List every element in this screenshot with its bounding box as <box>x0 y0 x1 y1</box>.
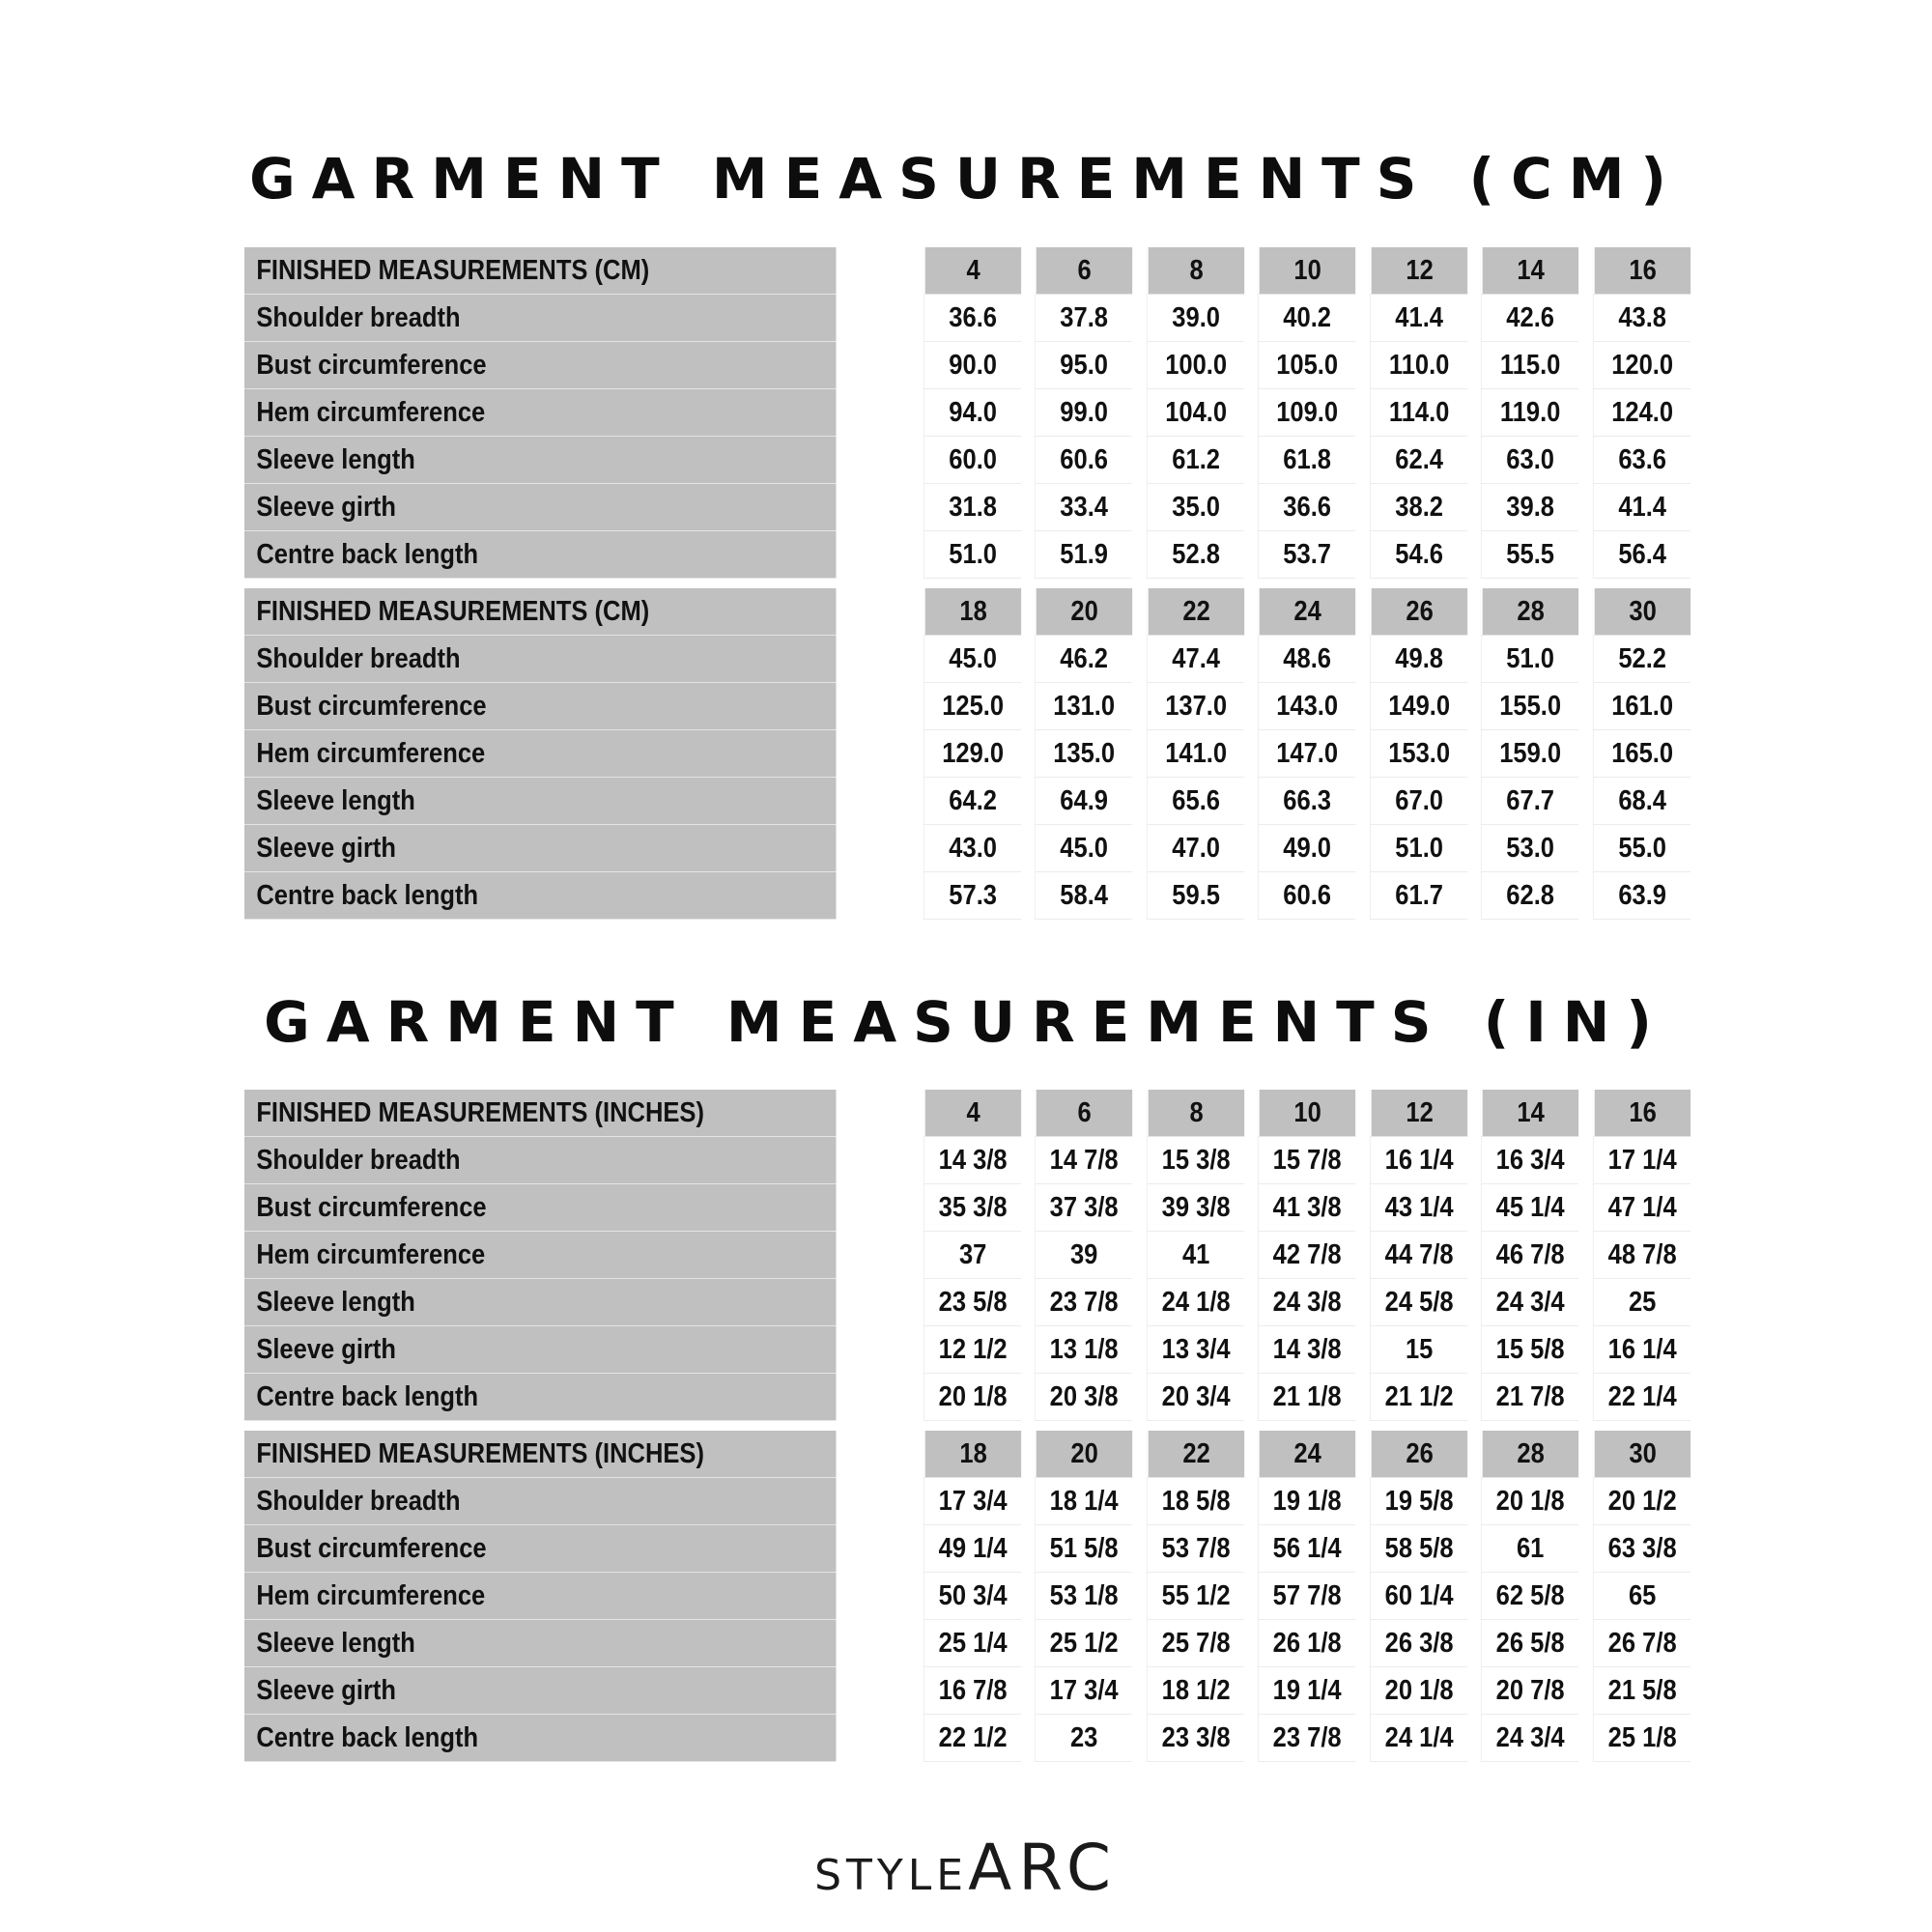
table-row <box>244 1184 1697 1232</box>
row-label: Hem circumference <box>244 1573 836 1620</box>
measurement-cell: 18 5/8 <box>1147 1478 1245 1525</box>
row-label: Shoulder breadth <box>244 295 836 342</box>
measurement-cell: 39 <box>1035 1232 1133 1279</box>
size-header-cell: 24 <box>1258 1431 1356 1478</box>
measurement-cell: 60.0 <box>923 437 1022 484</box>
measurement-cell: 37.8 <box>1035 295 1133 342</box>
measurement-cell: 23 7/8 <box>1035 1279 1133 1326</box>
measurement-cell: 58 5/8 <box>1370 1525 1468 1573</box>
size-header-cell: 22 <box>1147 588 1245 636</box>
measurement-cell: 53.7 <box>1258 531 1356 579</box>
measurement-table-cm-sizes-18-30 <box>244 588 1697 920</box>
measurement-cell: 24 3/4 <box>1481 1279 1579 1326</box>
row-label: Centre back length <box>244 1374 836 1421</box>
table-row <box>244 683 1697 730</box>
table-row <box>244 1232 1697 1279</box>
row-label: Hem circumference <box>244 389 836 437</box>
measurement-cell: 64.9 <box>1035 778 1133 825</box>
measurement-cell: 61.2 <box>1147 437 1245 484</box>
table-row <box>244 1667 1697 1715</box>
measurement-cell: 48.6 <box>1258 636 1356 683</box>
size-header-cell: 4 <box>923 1090 1022 1137</box>
measurement-cell: 16 1/4 <box>1370 1137 1468 1184</box>
measurement-cell: 39.0 <box>1147 295 1245 342</box>
measurement-cell: 23 <box>1035 1715 1133 1762</box>
measurement-cell: 33.4 <box>1035 484 1133 531</box>
measurement-cell: 51.0 <box>923 531 1022 579</box>
measurement-cell: 16 1/4 <box>1592 1326 1690 1374</box>
measurement-cell: 41.4 <box>1592 484 1690 531</box>
row-label: Sleeve length <box>244 437 836 484</box>
measurement-cell: 51.0 <box>1370 825 1468 872</box>
measurement-cell: 24 3/4 <box>1481 1715 1579 1762</box>
measurement-cell: 141.0 <box>1147 730 1245 778</box>
measurement-cell: 54.6 <box>1370 531 1468 579</box>
size-header-cell: 14 <box>1481 247 1579 295</box>
measurement-cell: 14 3/8 <box>923 1137 1022 1184</box>
page-title-cm: GARMENT MEASUREMENTS (CM) <box>249 146 1683 212</box>
table-row <box>244 389 1697 437</box>
measurement-cell: 19 1/8 <box>1258 1478 1356 1525</box>
measurement-cell: 35.0 <box>1147 484 1245 531</box>
measurement-cell: 53 7/8 <box>1147 1525 1245 1573</box>
measurement-cell: 61.7 <box>1370 872 1468 920</box>
measurement-cell: 20 1/8 <box>1370 1667 1468 1715</box>
size-header-cell: 20 <box>1035 1431 1133 1478</box>
measurement-cell: 38.2 <box>1370 484 1468 531</box>
measurement-cell: 65.6 <box>1147 778 1245 825</box>
measurement-cell: 31.8 <box>923 484 1022 531</box>
size-header-cell: 18 <box>923 588 1022 636</box>
measurement-cell: 44 7/8 <box>1370 1232 1468 1279</box>
measurement-cell: 62.4 <box>1370 437 1468 484</box>
measurement-cell: 22 1/4 <box>1592 1374 1690 1421</box>
measurement-cell: 16 3/4 <box>1481 1137 1579 1184</box>
size-header-cell: 30 <box>1592 588 1690 636</box>
measurement-cell: 25 <box>1592 1279 1690 1326</box>
size-header-cell: 20 <box>1035 588 1133 636</box>
measurement-cell: 41 3/8 <box>1258 1184 1356 1232</box>
measurement-cell: 51 5/8 <box>1035 1525 1133 1573</box>
measurement-cell: 51.9 <box>1035 531 1133 579</box>
measurement-cell: 50 3/4 <box>923 1573 1022 1620</box>
measurement-cell: 62 5/8 <box>1481 1573 1579 1620</box>
measurement-cell: 55.5 <box>1481 531 1579 579</box>
size-header-cell: 26 <box>1370 588 1468 636</box>
measurement-cell: 46 7/8 <box>1481 1232 1579 1279</box>
measurement-cell: 25 1/2 <box>1035 1620 1133 1667</box>
measurement-cell: 12 1/2 <box>923 1326 1022 1374</box>
size-header-cell: 10 <box>1258 1090 1356 1137</box>
measurement-cell: 55.0 <box>1592 825 1690 872</box>
table-row <box>244 872 1697 920</box>
measurement-table-in-sizes-4-16 <box>244 1090 1697 1421</box>
row-label: Hem circumference <box>244 730 836 778</box>
measurement-cell: 51.0 <box>1481 636 1579 683</box>
measurement-cell: 20 7/8 <box>1481 1667 1579 1715</box>
row-label: Shoulder breadth <box>244 1137 836 1184</box>
measurement-cell: 24 3/8 <box>1258 1279 1356 1326</box>
measurement-cell: 120.0 <box>1592 342 1690 389</box>
measurement-cell: 114.0 <box>1370 389 1468 437</box>
measurement-cell: 37 <box>923 1232 1022 1279</box>
size-header-cell: 16 <box>1592 247 1690 295</box>
measurement-cell: 49.8 <box>1370 636 1468 683</box>
measurement-cell: 24 1/8 <box>1147 1279 1245 1326</box>
measurement-cell: 124.0 <box>1592 389 1690 437</box>
table-header-row <box>244 1090 1697 1137</box>
measurement-cell: 26 1/8 <box>1258 1620 1356 1667</box>
table-row <box>244 295 1697 342</box>
measurement-cell: 42 7/8 <box>1258 1232 1356 1279</box>
row-label: Bust circumference <box>244 1525 836 1573</box>
measurement-cell: 147.0 <box>1258 730 1356 778</box>
measurement-cell: 15 5/8 <box>1481 1326 1579 1374</box>
measurement-cell: 104.0 <box>1147 389 1245 437</box>
measurement-cell: 131.0 <box>1035 683 1133 730</box>
measurement-cell: 52.2 <box>1592 636 1690 683</box>
measurement-cell: 17 3/4 <box>1035 1667 1133 1715</box>
measurement-cell: 61.8 <box>1258 437 1356 484</box>
measurement-cell: 63.0 <box>1481 437 1579 484</box>
measurement-cell: 60 1/4 <box>1370 1573 1468 1620</box>
row-label: Bust circumference <box>244 683 836 730</box>
measurement-cell: 15 <box>1370 1326 1468 1374</box>
measurement-cell: 41.4 <box>1370 295 1468 342</box>
table-header-row <box>244 1431 1697 1478</box>
measurement-cell: 39.8 <box>1481 484 1579 531</box>
measurement-table-in-sizes-18-30 <box>244 1431 1697 1762</box>
measurement-cell: 109.0 <box>1258 389 1356 437</box>
measurement-cell: 119.0 <box>1481 389 1579 437</box>
measurement-cell: 55 1/2 <box>1147 1573 1245 1620</box>
measurement-cell: 115.0 <box>1481 342 1579 389</box>
measurement-cell: 14 7/8 <box>1035 1137 1133 1184</box>
row-label: Bust circumference <box>244 342 836 389</box>
table-row <box>244 342 1697 389</box>
table-row <box>244 1620 1697 1667</box>
row-label: Sleeve length <box>244 778 836 825</box>
measurement-cell: 20 1/8 <box>923 1374 1022 1421</box>
table-header-label: FINISHED MEASUREMENTS (INCHES) <box>244 1090 836 1137</box>
measurement-cell: 61 <box>1481 1525 1579 1573</box>
size-header-cell: 12 <box>1370 247 1468 295</box>
row-label: Sleeve girth <box>244 484 836 531</box>
measurement-cell: 23 7/8 <box>1258 1715 1356 1762</box>
brand-logo-style: STYLE <box>814 1851 969 1900</box>
table-row <box>244 1374 1697 1421</box>
table-row <box>244 531 1697 579</box>
measurement-cell: 24 1/4 <box>1370 1715 1468 1762</box>
row-label: Centre back length <box>244 531 836 579</box>
measurement-cell: 137.0 <box>1147 683 1245 730</box>
table-header-label: FINISHED MEASUREMENTS (CM) <box>244 588 836 636</box>
measurement-cell: 56.4 <box>1592 531 1690 579</box>
measurement-cell: 21 1/8 <box>1258 1374 1356 1421</box>
table-row <box>244 484 1697 531</box>
measurement-cell: 15 7/8 <box>1258 1137 1356 1184</box>
measurement-cell: 105.0 <box>1258 342 1356 389</box>
table-row <box>244 1279 1697 1326</box>
measurement-cell: 20 3/8 <box>1035 1374 1133 1421</box>
table-header-label: FINISHED MEASUREMENTS (INCHES) <box>244 1431 836 1478</box>
measurement-cell: 143.0 <box>1258 683 1356 730</box>
measurement-cell: 100.0 <box>1147 342 1245 389</box>
measurement-cell: 36.6 <box>1258 484 1356 531</box>
measurement-cell: 25 1/4 <box>923 1620 1022 1667</box>
measurement-cell: 48 7/8 <box>1592 1232 1690 1279</box>
measurement-cell: 47.0 <box>1147 825 1245 872</box>
measurement-table-cm-sizes-4-16 <box>244 247 1697 579</box>
measurement-cell: 47 1/4 <box>1592 1184 1690 1232</box>
measurement-cell: 21 5/8 <box>1592 1667 1690 1715</box>
size-header-cell: 28 <box>1481 1431 1579 1478</box>
page-title-in: GARMENT MEASUREMENTS (IN) <box>264 989 1668 1055</box>
measurement-cell: 63 3/8 <box>1592 1525 1690 1573</box>
table-row <box>244 1525 1697 1573</box>
measurement-cell: 20 1/8 <box>1481 1478 1579 1525</box>
size-header-cell: 4 <box>923 247 1022 295</box>
measurement-cell: 19 1/4 <box>1258 1667 1356 1715</box>
row-label: Sleeve girth <box>244 825 836 872</box>
measurement-cell: 26 5/8 <box>1481 1620 1579 1667</box>
table-header-label: FINISHED MEASUREMENTS (CM) <box>244 247 836 295</box>
measurement-cell: 129.0 <box>923 730 1022 778</box>
table-row <box>244 437 1697 484</box>
measurement-cell: 42.6 <box>1481 295 1579 342</box>
table-row <box>244 1715 1697 1762</box>
measurement-cell: 60.6 <box>1258 872 1356 920</box>
measurement-cell: 67.7 <box>1481 778 1579 825</box>
row-label: Sleeve length <box>244 1279 836 1326</box>
size-header-cell: 22 <box>1147 1431 1245 1478</box>
measurement-cell: 62.8 <box>1481 872 1579 920</box>
measurement-cell: 26 3/8 <box>1370 1620 1468 1667</box>
measurement-cell: 66.3 <box>1258 778 1356 825</box>
table-row <box>244 1137 1697 1184</box>
measurement-cell: 94.0 <box>923 389 1022 437</box>
measurement-cell: 95.0 <box>1035 342 1133 389</box>
measurement-cell: 20 3/4 <box>1147 1374 1245 1421</box>
measurement-cell: 159.0 <box>1481 730 1579 778</box>
table-header-row <box>244 588 1697 636</box>
measurement-cell: 110.0 <box>1370 342 1468 389</box>
measurement-cell: 165.0 <box>1592 730 1690 778</box>
measurement-cell: 17 3/4 <box>923 1478 1022 1525</box>
size-header-cell: 6 <box>1035 1090 1133 1137</box>
measurement-cell: 25 7/8 <box>1147 1620 1245 1667</box>
measurement-cell: 57.3 <box>923 872 1022 920</box>
measurement-cell: 49 1/4 <box>923 1525 1022 1573</box>
size-header-cell: 8 <box>1147 247 1245 295</box>
measurement-cell: 64.2 <box>923 778 1022 825</box>
row-label: Centre back length <box>244 872 836 920</box>
brand-logo-arc: ARC <box>968 1831 1118 1905</box>
measurement-cell: 13 1/8 <box>1035 1326 1133 1374</box>
measurement-cell: 52.8 <box>1147 531 1245 579</box>
measurement-cell: 99.0 <box>1035 389 1133 437</box>
measurement-cell: 41 <box>1147 1232 1245 1279</box>
measurement-cell: 43.0 <box>923 825 1022 872</box>
measurement-cell: 63.9 <box>1592 872 1690 920</box>
measurement-cell: 20 1/2 <box>1592 1478 1690 1525</box>
brand-logo <box>0 1831 1932 1905</box>
measurement-cell: 24 5/8 <box>1370 1279 1468 1326</box>
size-header-cell: 10 <box>1258 247 1356 295</box>
measurement-cell: 18 1/2 <box>1147 1667 1245 1715</box>
row-label: Shoulder breadth <box>244 1478 836 1525</box>
measurement-cell: 57 7/8 <box>1258 1573 1356 1620</box>
measurement-cell: 13 3/4 <box>1147 1326 1245 1374</box>
measurement-cell: 125.0 <box>923 683 1022 730</box>
size-header-cell: 12 <box>1370 1090 1468 1137</box>
measurement-cell: 43.8 <box>1592 295 1690 342</box>
measurement-cell: 21 7/8 <box>1481 1374 1579 1421</box>
measurement-cell: 18 1/4 <box>1035 1478 1133 1525</box>
size-header-cell: 8 <box>1147 1090 1245 1137</box>
table-row <box>244 1326 1697 1374</box>
measurement-cell: 22 1/2 <box>923 1715 1022 1762</box>
measurement-cell: 153.0 <box>1370 730 1468 778</box>
table-row <box>244 636 1697 683</box>
size-header-cell: 16 <box>1592 1090 1690 1137</box>
measurement-cell: 45 1/4 <box>1481 1184 1579 1232</box>
measurement-cell: 15 3/8 <box>1147 1137 1245 1184</box>
measurement-cell: 155.0 <box>1481 683 1579 730</box>
row-label: Sleeve length <box>244 1620 836 1667</box>
size-header-cell: 24 <box>1258 588 1356 636</box>
row-label: Hem circumference <box>244 1232 836 1279</box>
size-header-cell: 14 <box>1481 1090 1579 1137</box>
table-row <box>244 1478 1697 1525</box>
measurement-cell: 19 5/8 <box>1370 1478 1468 1525</box>
measurement-cell: 26 7/8 <box>1592 1620 1690 1667</box>
measurement-cell: 21 1/2 <box>1370 1374 1468 1421</box>
measurement-cell: 49.0 <box>1258 825 1356 872</box>
measurement-cell: 68.4 <box>1592 778 1690 825</box>
measurement-cell: 47.4 <box>1147 636 1245 683</box>
measurement-cell: 149.0 <box>1370 683 1468 730</box>
measurement-cell: 23 5/8 <box>923 1279 1022 1326</box>
table-header-row <box>244 247 1697 295</box>
measurement-cell: 53.0 <box>1481 825 1579 872</box>
table-row <box>244 1573 1697 1620</box>
measurement-cell: 39 3/8 <box>1147 1184 1245 1232</box>
measurement-cell: 23 3/8 <box>1147 1715 1245 1762</box>
measurement-cell: 43 1/4 <box>1370 1184 1468 1232</box>
measurement-cell: 56 1/4 <box>1258 1525 1356 1573</box>
measurement-cell: 45.0 <box>923 636 1022 683</box>
measurement-cell: 37 3/8 <box>1035 1184 1133 1232</box>
measurement-cell: 14 3/8 <box>1258 1326 1356 1374</box>
measurement-cell: 46.2 <box>1035 636 1133 683</box>
table-row <box>244 778 1697 825</box>
row-label: Sleeve girth <box>244 1667 836 1715</box>
size-header-cell: 6 <box>1035 247 1133 295</box>
measurement-cell: 65 <box>1592 1573 1690 1620</box>
size-header-cell: 28 <box>1481 588 1579 636</box>
measurement-cell: 35 3/8 <box>923 1184 1022 1232</box>
row-label: Shoulder breadth <box>244 636 836 683</box>
row-label: Sleeve girth <box>244 1326 836 1374</box>
measurement-cell: 161.0 <box>1592 683 1690 730</box>
row-label: Bust circumference <box>244 1184 836 1232</box>
measurement-cell: 45.0 <box>1035 825 1133 872</box>
table-row <box>244 825 1697 872</box>
size-header-cell: 26 <box>1370 1431 1468 1478</box>
measurement-cell: 67.0 <box>1370 778 1468 825</box>
measurement-cell: 40.2 <box>1258 295 1356 342</box>
measurement-cell: 16 7/8 <box>923 1667 1022 1715</box>
measurement-cell: 58.4 <box>1035 872 1133 920</box>
measurement-cell: 53 1/8 <box>1035 1573 1133 1620</box>
measurement-cell: 59.5 <box>1147 872 1245 920</box>
measurement-cell: 25 1/8 <box>1592 1715 1690 1762</box>
measurement-cell: 17 1/4 <box>1592 1137 1690 1184</box>
size-header-cell: 18 <box>923 1431 1022 1478</box>
table-row <box>244 730 1697 778</box>
measurement-cell: 63.6 <box>1592 437 1690 484</box>
measurement-cell: 135.0 <box>1035 730 1133 778</box>
row-label: Centre back length <box>244 1715 836 1762</box>
measurement-cell: 60.6 <box>1035 437 1133 484</box>
measurement-cell: 90.0 <box>923 342 1022 389</box>
measurement-cell: 36.6 <box>923 295 1022 342</box>
size-header-cell: 30 <box>1592 1431 1690 1478</box>
